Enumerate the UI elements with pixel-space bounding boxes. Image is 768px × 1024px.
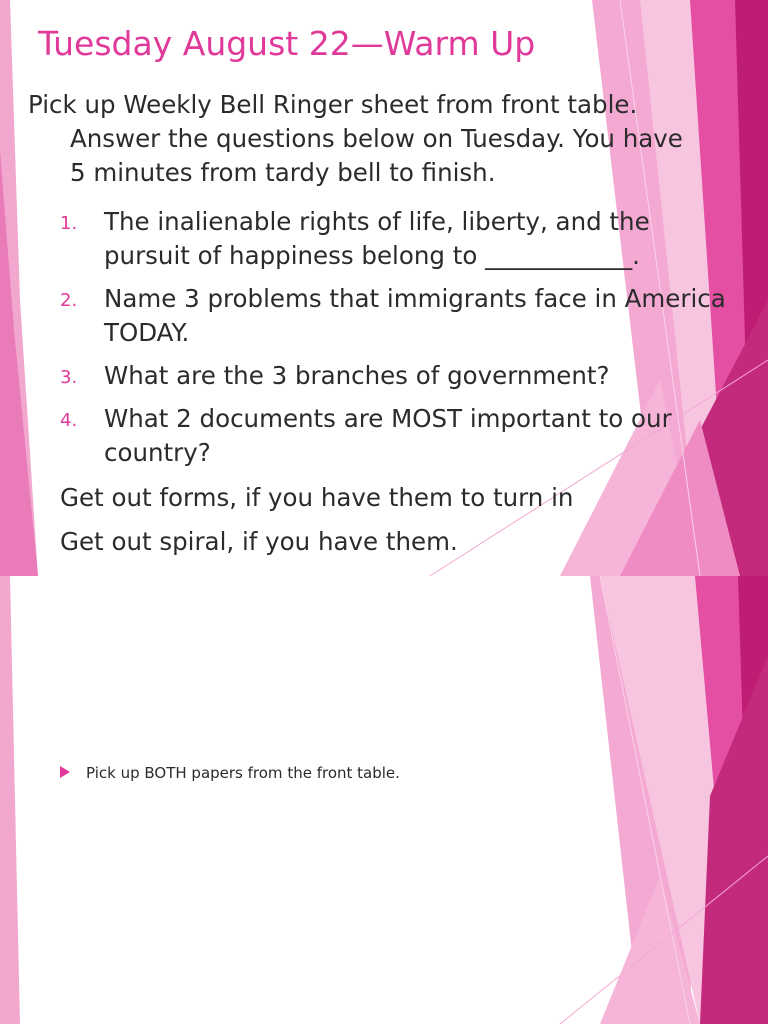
question-item [60,402,760,470]
question-item [60,359,760,393]
question-text: The inalienable rights of life, liberty, and the [104,207,650,236]
question-number: 3. [60,367,78,388]
bullet-text: Pick up BOTH papers from the front table. [86,764,400,782]
question-item [60,282,760,350]
bullet-item [60,764,400,782]
question-item [60,205,760,273]
intro-paragraph [28,88,748,190]
instruction-forms: Get out forms, if you have them to turn in [60,483,574,512]
intro-line: Pick up Weekly Bell Ringer sheet from front table. [28,90,638,119]
intro-line: 5 minutes from tardy bell to finish. [70,158,496,187]
question-text: country? [104,438,211,467]
question-list [60,205,760,479]
triangle-bullet-icon [60,766,70,778]
instruction-spiral: Get out spiral, if you have them. [60,527,458,556]
question-text: What 2 documents are MOST important to our [104,404,672,433]
slide-2 [0,576,768,1024]
question-text: What are the 3 branches of government? [104,361,610,390]
intro-line: Answer the questions below on Tuesday. You have [70,124,683,153]
question-number: 1. [60,213,78,234]
slide-title: Tuesday August 22—Warm Up [38,24,536,63]
question-number: 2. [60,290,78,311]
question-text: TODAY. [104,318,190,347]
question-text: pursuit of happiness belong to ____________. [104,241,640,270]
question-number: 4. [60,410,78,431]
question-text: Name 3 problems that immigrants face in America [104,284,726,313]
